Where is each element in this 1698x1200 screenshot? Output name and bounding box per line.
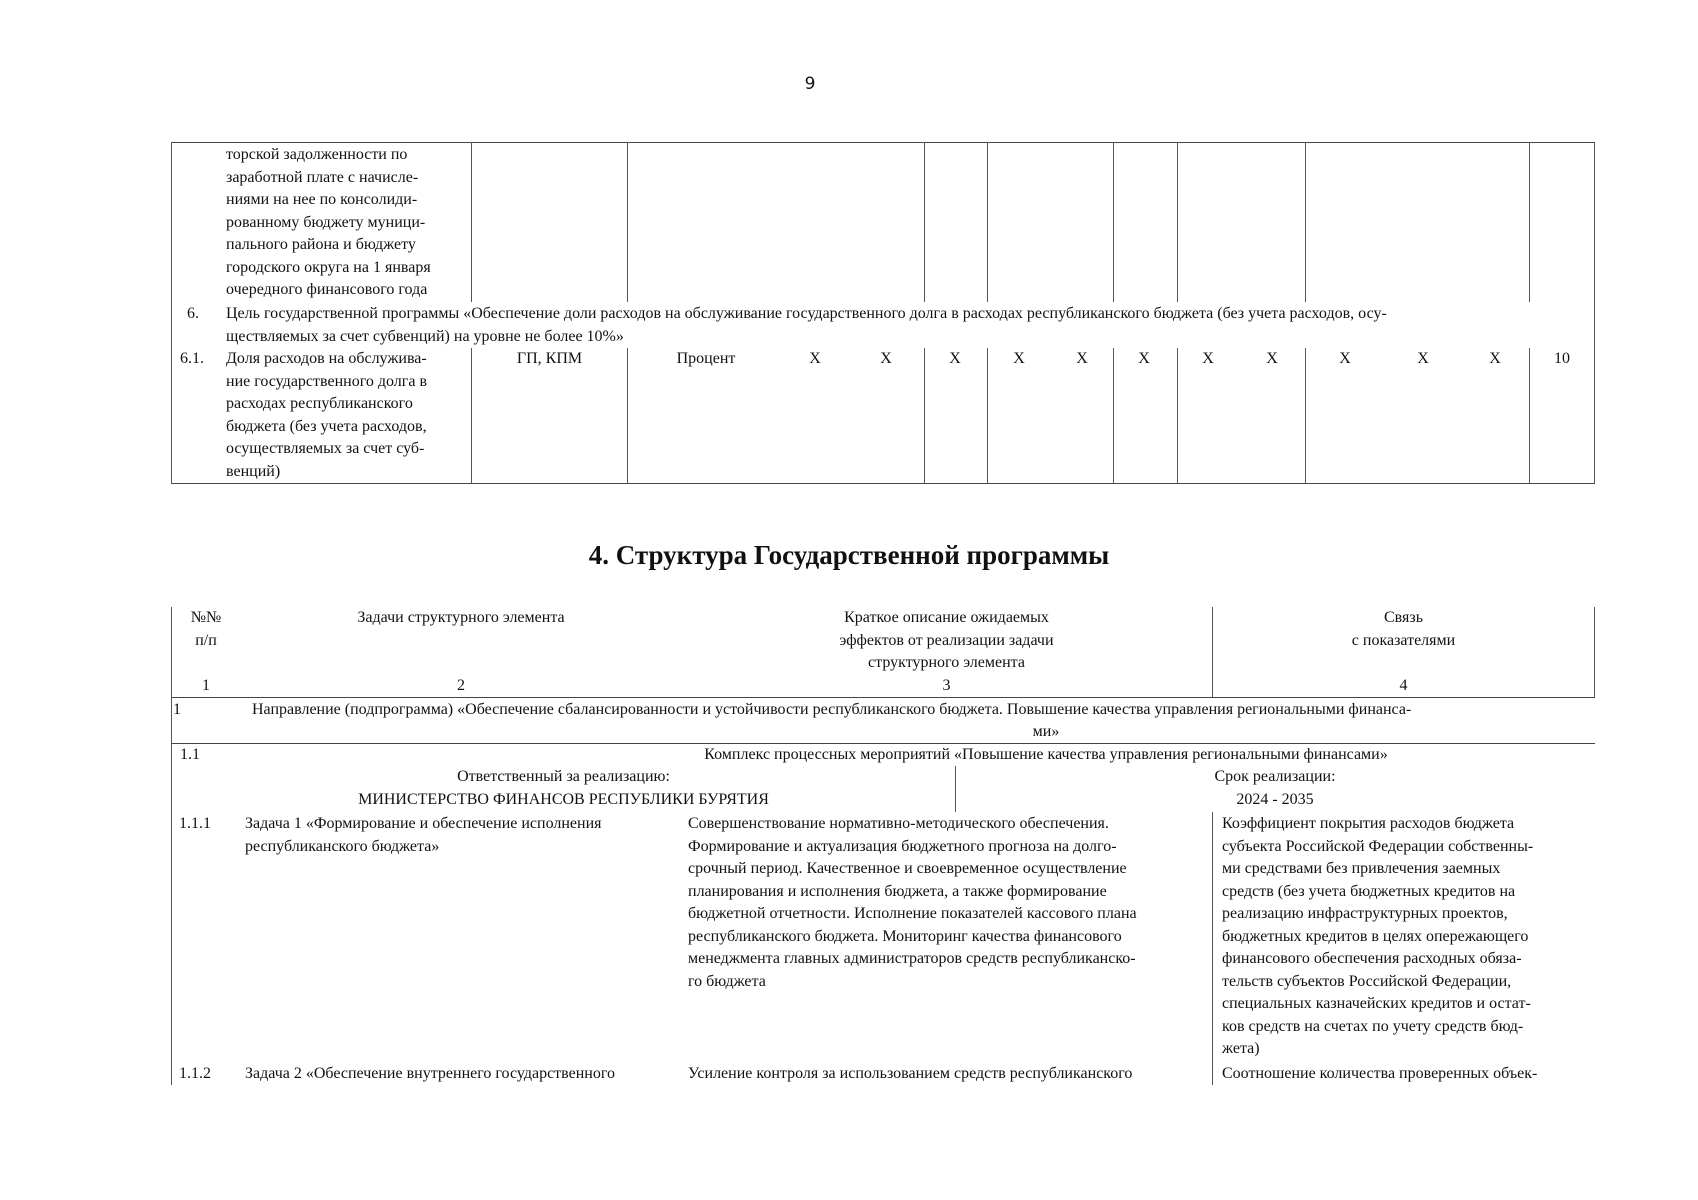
responsible-block: Ответственный за реализацию: МИНИСТЕРСТВО ФИНАНСОВ РЕСПУБЛИКИ БУРЯТИЯ — [358, 768, 769, 808]
value-cell: X — [1202, 350, 1214, 367]
goal-text: Цель государственной программы «Обеспечение доли расходов на обслуживание государственного долга в расходах республиканского бюджета (без учета расходов, осу- ществляемых за счет субвенций) на уровне не более 10%» — [226, 305, 1387, 345]
value-cell: X — [809, 350, 821, 367]
value-cell: X — [1013, 350, 1025, 367]
task-effect: Совершенствование нормативно-методического обеспечения. Формирование и актуализация бюджетного прогноза на долго- срочный период. Качественное и своевременное осуществление планирования и исполнения бюджета, а также формирование бюджетной отчетности. Исполнение показателей кассового плана республиканского бюджета. Мониторинг качества финансового менеджмента главных администраторов средств республиканско- го бюджета — [688, 815, 1137, 990]
section-title: 4. Структура Государственной программы — [588, 540, 1110, 570]
header-effects: Краткое описание ожидаемых эффектов от реализации задачи структурного элемента — [839, 609, 1054, 671]
complex-number: 1.1 — [180, 746, 200, 763]
value-cell: X — [1489, 350, 1501, 367]
value-cell: X — [1266, 350, 1278, 367]
value-cell: X — [1339, 350, 1351, 367]
value-cell: X — [1417, 350, 1429, 367]
value-cell: X — [1076, 350, 1088, 367]
task-number: 1.1.2 — [179, 1065, 211, 1082]
direction-title: Направление (подпрограмма) «Обеспечение сбалансированности и устойчивости республиканского бюджета. Повышение качества управления региональными финанса- — [252, 701, 1412, 718]
header-link: Связь с показателями — [1351, 609, 1456, 649]
task-title: Задача 2 «Обеспечение внутреннего государственного — [245, 1065, 616, 1082]
indicator-name-continued: торской задолженности по заработной плате с начисле- ниями на нее по консолиди- рованному бюджету муници- пального района и бюджету городского округа на 1 января очередного финансового года — [226, 146, 431, 298]
task-effect: Усиление контроля за использованием средств республиканского — [688, 1065, 1133, 1082]
header-number: №№ п/п — [190, 609, 222, 649]
header-tasks: Задачи структурного элемента — [357, 609, 565, 626]
row-number: 6.1. — [180, 350, 204, 367]
complex-title: Комплекс процессных мероприятий «Повышение качества управления региональными финансами» — [704, 746, 1388, 763]
value-cell: X — [949, 350, 961, 367]
indicator-level: ГП, КПМ — [516, 350, 583, 367]
task-number: 1.1.1 — [179, 815, 211, 832]
value-cell: X — [1138, 350, 1150, 367]
direction-title-end: ми» — [1032, 723, 1060, 740]
header-col-num: 4 — [1399, 677, 1408, 694]
task-indicator-link: Соотношение количества проверенных объек- — [1222, 1065, 1538, 1082]
goal-number: 6. — [187, 305, 199, 322]
task-indicator-link: Коэффициент покрытия расходов бюджета субъекта Российской Федерации собственны- ми средствами без привлечения заемных средств (без учета бюджетных кредитов на реализацию инфраструктурных проектов, бюджетных кредитов в целях опережающего финансового обеспечения расходных обяза- тельств субъектов Российской Федерации, специальных казначейских кредитов и остат- ков средств на счетах по учету средств бюд- жета) — [1222, 815, 1534, 1057]
page-number: 9 — [804, 74, 816, 94]
task-title: Задача 1 «Формирование и обеспечение исполнения республиканского бюджета» — [245, 815, 602, 855]
term-block: Срок реализации: 2024 - 2035 — [1214, 768, 1336, 808]
indicator-unit: Процент — [676, 350, 736, 367]
value-cell: X — [880, 350, 892, 367]
value-cell-last: 10 — [1554, 350, 1570, 367]
indicator-name: Доля расходов на обслужива- ние государственного долга в расходах республиканского бюджета (без учета расходов, осуществляемых за счет суб- венций) — [226, 350, 427, 480]
header-col-num: 1 — [202, 677, 210, 694]
header-col-num: 3 — [942, 677, 951, 694]
direction-number: 1 — [173, 701, 181, 718]
header-col-num: 2 — [457, 677, 465, 694]
